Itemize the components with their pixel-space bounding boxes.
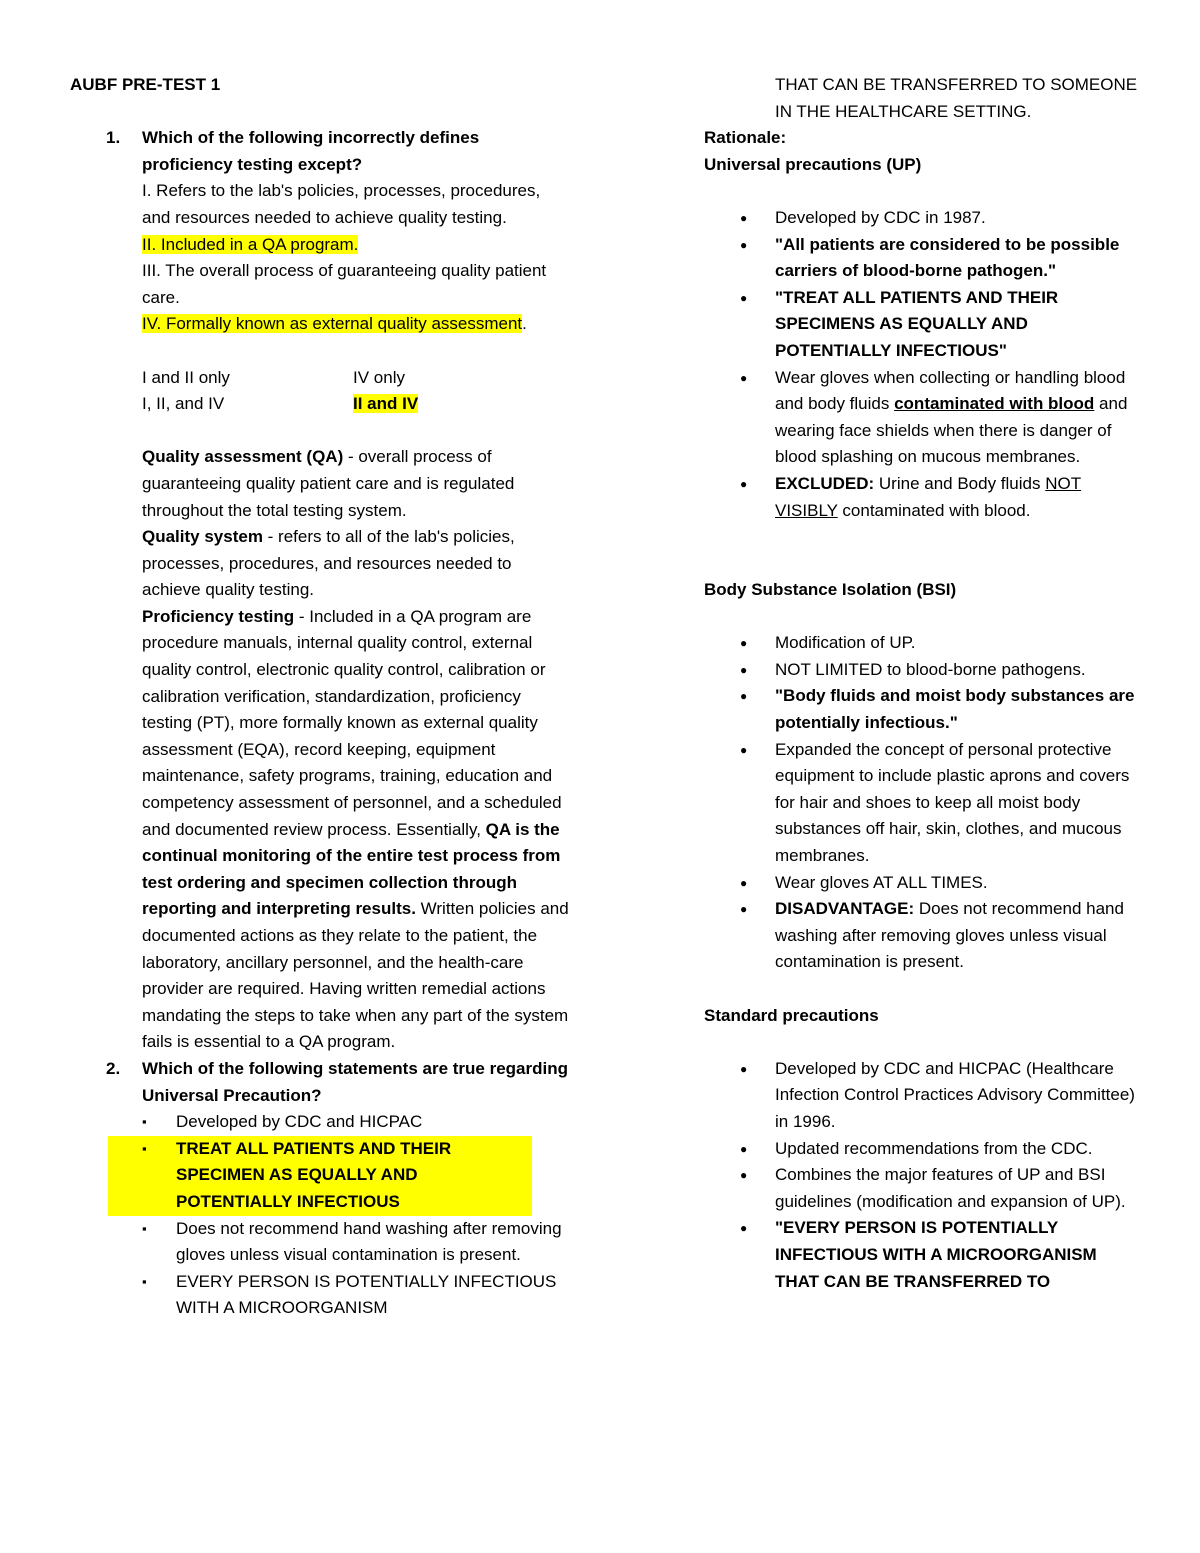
list-item: ● Updated recommendations from the CDC. [704,1136,1144,1163]
question-text: Which of the following statements are true regarding Universal Precaution? [142,1058,568,1105]
section-heading: Universal precautions (UP) [704,154,922,174]
list-item: ● Wear gloves AT ALL TIMES. [704,870,1144,897]
list-item: ● DISADVANTAGE: Does not recommend hand washing after removing gloves unless visual contamination is present. [704,896,1144,976]
list-item: ● "Body fluids and moist body substances are potentially infectious." [704,683,1144,736]
choice-a: I and II only [142,367,230,387]
list-item: ● "EVERY PERSON IS POTENTIALLY INFECTIOUS WITH A MICROORGANISM THAT CAN BE TRANSFERRED TO [704,1215,1144,1295]
list-item: ● Expanded the concept of personal protective equipment to include plastic aprons and covers for hair and shoes to keep all moist body substances off hair, skin, clothes, and mucous membranes. [704,737,1144,870]
section-heading: Standard precautions [704,1005,879,1025]
question-number: 2. [106,1058,121,1078]
list-item: ▪ TREAT ALL PATIENTS AND THEIR SPECIMEN AS EQUALLY AND POTENTIALLY INFECTIOUS [108,1136,532,1216]
list-item: ● "TREAT ALL PATIENTS AND THEIR SPECIMENS AS EQUALLY AND POTENTIALLY INFECTIOUS" [704,285,1144,365]
options-list [142,1109,570,1322]
list-item: ● "All patients are considered to be possible carriers of blood-borne pathogen." [704,232,1144,285]
option-iv: IV. Formally known as external quality assessment. [142,314,527,334]
choice-c: I, II, and IV [142,394,225,414]
option-i: I. Refers to the lab's policies, processes, procedures, and resources needed to achieve quality testing. [142,181,541,227]
list-item: ▪ Developed by CDC and HICPAC [142,1109,570,1136]
right-column [704,72,1144,1295]
list-item: ● Combines the major features of UP and BSI guidelines (modification and expansion of UP). [704,1162,1144,1215]
option-iii: III. The overall process of guaranteeing quality patient care. [142,261,547,307]
rationale-label: Rationale: [704,128,787,148]
sp-list [704,1056,1144,1295]
left-column [70,72,570,1322]
choice-b: IV only [353,367,405,387]
question-text: Which of the following incorrectly defines proficiency testing except? [142,128,480,174]
answer-choices [142,365,570,418]
list-item: ▪ EVERY PERSON IS POTENTIALLY INFECTIOUS WITH A MICROORGANISM [142,1269,570,1322]
choice-d: II and IV [353,394,419,414]
bsi-list [704,630,1144,976]
section-heading: Body Substance Isolation (BSI) [704,580,957,600]
option-continued: THAT CAN BE TRANSFERRED TO SOMEONE IN THE HEALTHCARE SETTING. [775,75,1138,121]
pt-definition: Proficiency testing - Included in a QA program are procedure manuals, internal quality control, external quality control, electronic quality control, calibration or calibration verification, standardization, proficiency testing (PT), more formally known as external quality assessment (EQA), record keeping, equipment maintenance, safety programs, training, education and competency assessment of personnel, and a scheduled and documented review process. Essentially, QA is the continual monitoring of the entire test process from test ordering and specimen collection through reporting and interpreting results. Written policies and documented actions as they relate to the patient, the laboratory, ancillary personnel, and the health-care provider are required. Having written remedial actions mandating the steps to take when any part of the system fails is essential to a QA program. [142,606,569,1052]
list-item: ● EXCLUDED: Urine and Body fluids NOT VISIBLY contaminated with blood. [704,471,1144,524]
list-item: ● NOT LIMITED to blood-borne pathogens. [704,657,1144,684]
qs-definition: Quality system - refers to all of the lab's policies, processes, procedures, and resources needed to achieve quality testing. [142,527,515,600]
list-item: ● Developed by CDC and HICPAC (Healthcare Infection Control Practices Advisory Committee) in 1996. [704,1056,1144,1136]
list-item: ● Wear gloves when collecting or handling blood and body fluids contaminated with blood and wearing face shields when there is danger of blood splashing on mucous membranes. [704,365,1144,471]
page-title: AUBF PRE-TEST 1 [70,75,221,94]
question-number: 1. [106,128,121,148]
list-item: ● Modification of UP. [704,630,1144,657]
question-2 [70,1056,570,1322]
list-item: ● Developed by CDC in 1987. [704,205,1144,232]
question-1 [70,125,570,1056]
qa-definition: Quality assessment (QA) - overall process of guaranteeing quality patient care and is regulated throughout the total testing system. [142,447,515,520]
up-list [704,205,1144,524]
list-item: ▪ Does not recommend hand washing after removing gloves unless visual contamination is present. [142,1216,570,1269]
option-ii: II. Included in a QA program. [142,234,359,254]
